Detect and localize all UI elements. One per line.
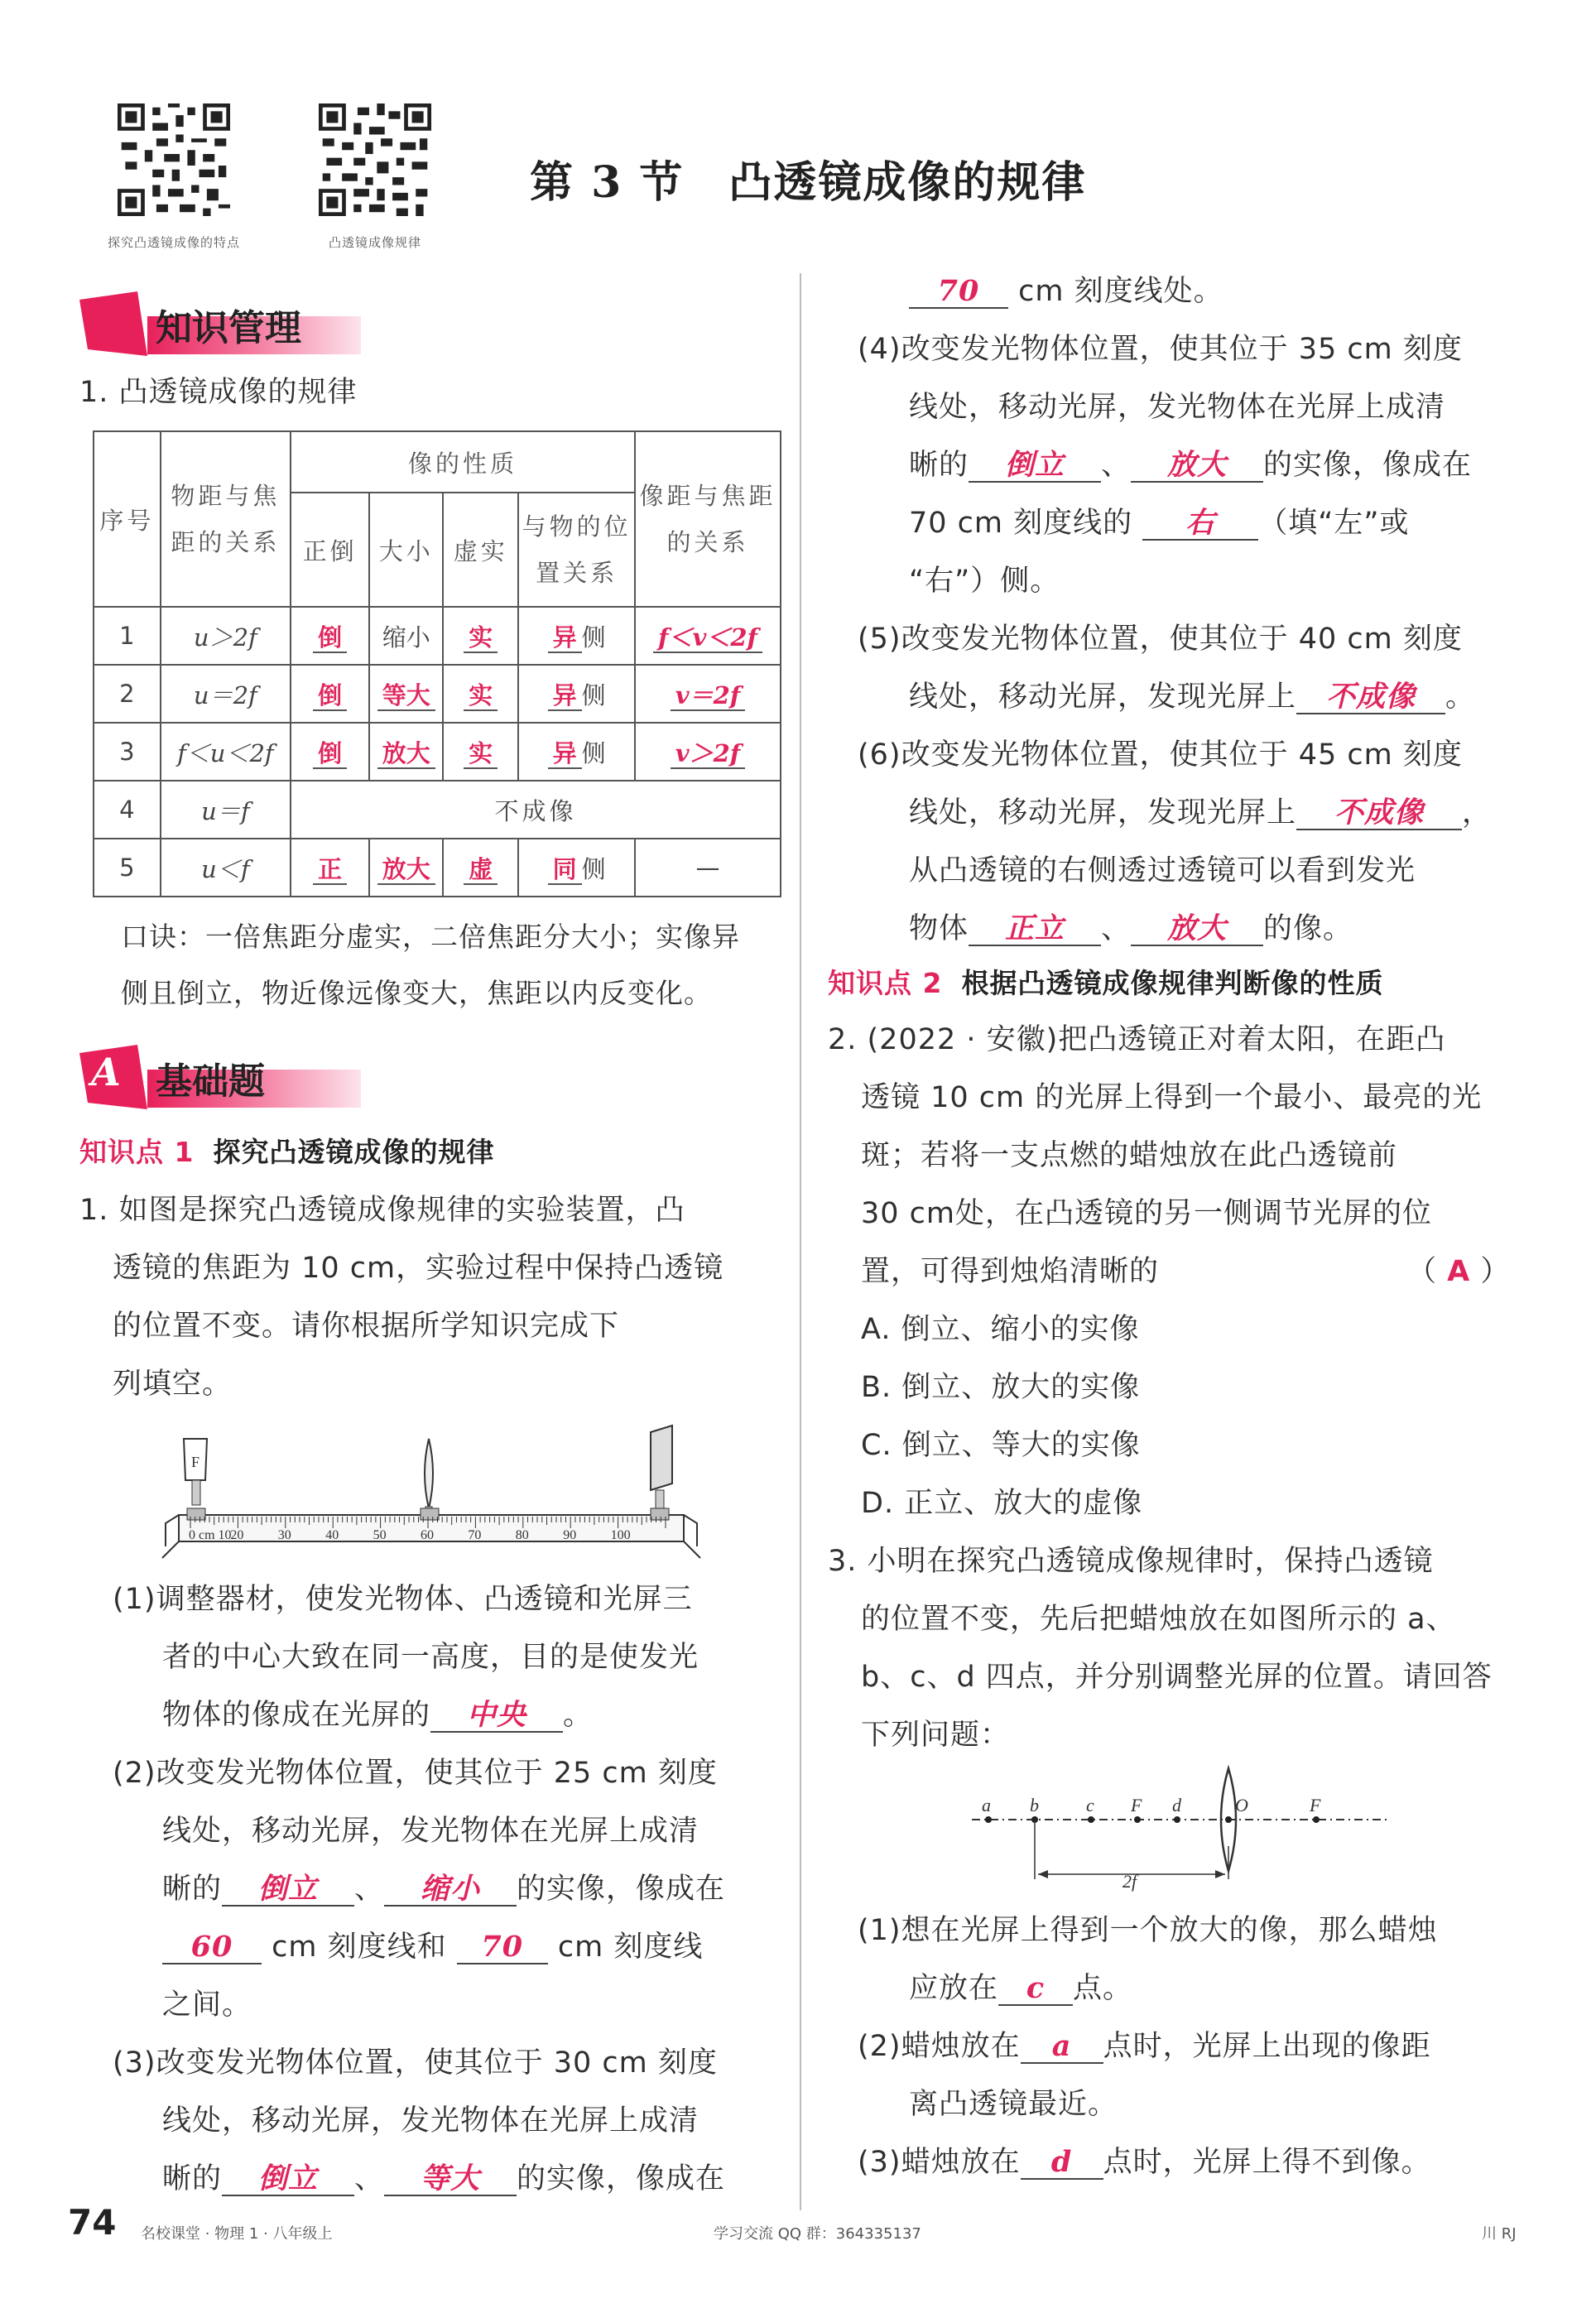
q1-p4-text-4: （填“左”或	[1258, 507, 1410, 540]
page-number: 74	[68, 2202, 117, 2243]
cell-index: 5	[94, 839, 161, 897]
col-side: 与物的位置关系	[518, 493, 635, 607]
q1-p6-answer-1: 不成像	[1296, 797, 1462, 830]
table-row	[94, 781, 781, 839]
cell-v: v＝2f	[671, 681, 746, 711]
cell-index: 2	[94, 665, 161, 723]
q1-p1-line-3	[162, 1699, 593, 1733]
q3-line-3: b、c、d 四点，并分别调整光屏的位置。请回答	[861, 1661, 1493, 1694]
cell-size: 放大	[377, 739, 435, 769]
col-object-relation: 物距与焦距的关系	[161, 431, 291, 607]
col-image-props: 像的性质	[291, 431, 635, 493]
q3-s1-answer: c	[998, 1973, 1073, 2006]
cell-side: 异	[548, 739, 582, 769]
kp2-heading	[828, 967, 1383, 1000]
q1-p5-line-1: (5)改变发光物体位置，使其位于 40 cm 刻度	[858, 623, 1463, 656]
q2-option-d: D. 正立、放大的虚像	[861, 1487, 1143, 1520]
object-letter: F	[191, 1454, 200, 1470]
cell-orient: 倒	[313, 623, 347, 653]
q1-p1-text: 物体的像成在光屏的	[162, 1699, 431, 1732]
ruler-label: 100	[610, 1528, 631, 1542]
footer-book: 名校课堂 · 物理 1 · 八年级上	[141, 2225, 333, 2243]
cell-u: u＝f	[161, 781, 291, 839]
cell-orient: 倒	[313, 681, 347, 711]
cell-side-suffix: 侧	[581, 854, 606, 883]
footer-qq: 学习交流 QQ 群：364335137	[714, 2225, 921, 2243]
focus-right-label: F	[1310, 1795, 1321, 1815]
q1-p6-line-1: (6)改变发光物体位置，使其位于 45 cm 刻度	[858, 738, 1463, 772]
qr-code-left[interactable]	[118, 103, 230, 216]
table-row	[94, 665, 781, 723]
cell-side-suffix: 侧	[581, 738, 606, 767]
q1-p3-answer-3: 70	[909, 276, 1008, 309]
q1-p4-answer-1: 倒立	[969, 450, 1101, 483]
kp2-label: 知识点 2	[828, 967, 943, 999]
q1-p6-sep: 、	[1101, 912, 1132, 945]
q1-p6-comma: ，	[1462, 796, 1493, 830]
q1-p4-line-4	[909, 507, 1410, 541]
q1-p3-line-1: (3)改变发光物体位置，使其位于 30 cm 刻度	[113, 2046, 718, 2080]
q1-p4-line-1: (4)改变发光物体位置，使其位于 35 cm 刻度	[858, 333, 1463, 366]
banner-basic	[79, 1045, 361, 1109]
col-size: 大小	[369, 493, 443, 607]
q1-p2-sep: 、	[354, 1873, 385, 1906]
q3-s2-line-1	[858, 2030, 1431, 2064]
q3-s1-end: 点。	[1073, 1972, 1133, 2005]
cell-index: 3	[94, 723, 161, 781]
q3-s2-answer: a	[1021, 2031, 1103, 2064]
q1-p2-text: 晰的	[162, 1873, 223, 1906]
q3-line-2: 的位置不变，先后把蜡烛放在如图所示的 a、	[861, 1603, 1456, 1636]
cell-real: 虚	[464, 855, 498, 885]
q1-p1-answer: 中央	[430, 1700, 563, 1733]
cell-real: 实	[464, 681, 498, 711]
cell-size: 等大	[377, 681, 435, 711]
col-image-relation: 像距与焦距的关系	[635, 431, 781, 607]
kp1-title: 探究凸透镜成像的规律	[213, 1136, 495, 1168]
q1-p3-line-4	[909, 275, 1223, 309]
q3-s3-answer: d	[1021, 2147, 1103, 2180]
q3-line-4: 下列问题：	[861, 1719, 1011, 1752]
two-f-label: 2f	[1122, 1871, 1137, 1892]
cell-real: 实	[464, 623, 498, 653]
banner-basic-text: 基础题	[156, 1060, 265, 1103]
kp1-label: 知识点 1	[79, 1136, 195, 1168]
table-row	[94, 723, 781, 781]
cell-index: 4	[94, 781, 161, 839]
focus-left-label: F	[1131, 1795, 1142, 1815]
q1-p1-line-2: 者的中心大致在同一高度，目的是使发光	[162, 1641, 699, 1674]
banner-knowledge-text: 知识管理	[156, 307, 301, 349]
ruler-label: 0 cm 10	[189, 1528, 232, 1542]
optical-bench-figure	[154, 1424, 733, 1565]
q3-s2-text-2: 点时，光屏上出现的像距	[1103, 2030, 1431, 2063]
q1-p3-answer-2: 等大	[384, 2163, 517, 2196]
q1-p4-text-2: 的实像，像成在	[1263, 449, 1473, 482]
col-real: 虚实	[443, 493, 518, 607]
q1-p5-end: 。	[1445, 680, 1476, 714]
ruler-label: 90	[563, 1528, 577, 1542]
q1-line-1: 1. 如图是探究凸透镜成像规律的实验装置，凸	[79, 1194, 685, 1227]
cell-side: 同	[548, 855, 582, 885]
q2-line-2: 透镜 10 cm 的光屏上得到一个最小、最亮的光	[861, 1081, 1483, 1114]
q1-p4-line-2: 线处，移动光屏，发光物体在光屏上成清	[909, 391, 1446, 424]
q1-p6-text: 线处，移动光屏，发现光屏上	[909, 796, 1297, 830]
q1-p3-text: 晰的	[162, 2162, 223, 2195]
point-b-label: b	[1030, 1795, 1039, 1815]
q1-p2-line-5: 之间。	[162, 1988, 252, 2022]
q1-p2-line-1: (2)改变发光物体位置，使其位于 25 cm 刻度	[113, 1757, 718, 1790]
cell-u: f＜u＜2f	[161, 723, 291, 781]
q1-p4-text-3: 70 cm 刻度线的	[909, 507, 1133, 540]
cell-merged: 不成像	[291, 781, 781, 839]
q1-p4-answer-2: 放大	[1131, 450, 1263, 483]
ruler-label: 60	[421, 1528, 434, 1542]
cell-v: —	[635, 839, 781, 897]
point-c-label: c	[1086, 1795, 1094, 1815]
q1-p2-answer-4: 70	[457, 1931, 548, 1964]
table-row	[94, 607, 781, 665]
q1-p6-line-3: 从凸透镜的右侧透过透镜可以看到发光	[909, 854, 1416, 887]
cell-orient: 正	[313, 855, 347, 885]
q2-line-3: 斑；若将一支点燃的蜡烛放在此凸透镜前	[861, 1139, 1398, 1172]
q1-p3-text-2: 的实像，像成在	[517, 2162, 726, 2195]
banner-knowledge	[79, 291, 361, 356]
q1-p6-text-2: 物体	[909, 912, 969, 945]
section-title: 第 3 节 凸透镜成像的规律	[530, 157, 1087, 208]
q1-p5-answer: 不成像	[1296, 681, 1445, 714]
q2-option-a: A. 倒立、缩小的实像	[861, 1313, 1140, 1346]
lens-diagram	[969, 1763, 1399, 1896]
point-d-label: d	[1172, 1795, 1181, 1815]
q3-s3-line-1	[858, 2146, 1431, 2180]
q1-p6-line-4	[909, 912, 1353, 946]
q1-p4-line-3	[909, 449, 1472, 483]
q1-p1-line-1: (1)调整器材，使发光物体、凸透镜和光屏三	[113, 1583, 693, 1616]
q2-answer: （ A ）	[1407, 1255, 1511, 1288]
q3-s2-text: (2)蜡烛放在	[858, 2030, 1021, 2063]
mnemonic-line-2: 侧且倒立，物近像远像变大，焦距以内反变化。	[121, 977, 712, 1009]
ruler-label: 50	[373, 1528, 387, 1542]
q1-p6-line-2	[909, 796, 1492, 830]
q1-p2-line-4	[162, 1931, 703, 1964]
cell-u: u＞2f	[161, 607, 291, 665]
q2-line-5: 置，可得到烛焰清晰的	[861, 1255, 1160, 1288]
q3-line-1: 3. 小明在探究凸透镜成像规律时，保持凸透镜	[828, 1545, 1434, 1578]
q1-p5-text: 线处，移动光屏，发现光屏上	[909, 680, 1297, 714]
footer-edition: 川 RJ	[1482, 2225, 1517, 2243]
q3-s3-text: (3)蜡烛放在	[858, 2146, 1021, 2179]
ruler-label: 80	[515, 1528, 529, 1542]
ruler-label: 70	[468, 1528, 482, 1542]
q2-line-1: 2. (2022 · 安徽)把凸透镜正对着太阳，在距凸	[828, 1023, 1446, 1056]
imaging-rules-table	[93, 430, 781, 897]
qr-code-right[interactable]	[319, 103, 431, 216]
col-upright: 正倒	[291, 493, 369, 607]
cell-side: 异	[548, 623, 582, 653]
q1-p3-tail: cm 刻度线处。	[1018, 275, 1223, 308]
cell-side-suffix: 侧	[581, 680, 606, 709]
q1-p3-answer-1: 倒立	[222, 2163, 354, 2196]
cell-u: u＝2f	[161, 665, 291, 723]
q1-p2-text-2: 的实像，像成在	[517, 1873, 726, 1906]
q1-p2-text-3: cm 刻度线和	[272, 1931, 447, 1964]
q3-s2-line-2: 离凸透镜最近。	[909, 2088, 1118, 2121]
mnemonic-line-1: 口诀：一倍焦距分虚实，二倍焦距分大小；实像异	[121, 921, 740, 953]
cell-u: u＜f	[161, 839, 291, 897]
q2-line-4: 30 cm处，在凸透镜的另一侧调节光屏的位	[861, 1197, 1433, 1230]
q2-option-c: C. 倒立、等大的实像	[861, 1429, 1141, 1462]
q1-p1-end: 。	[563, 1699, 594, 1732]
ruler-label: 30	[277, 1528, 291, 1542]
cell-v: v＞2f	[671, 739, 746, 769]
qr-caption-right: 凸透镜成像规律	[328, 235, 421, 250]
q1-p3-line-3	[162, 2162, 725, 2196]
column-divider	[800, 273, 801, 2210]
col-index: 序号	[94, 431, 161, 607]
q1-p2-line-2: 线处，移动光屏，发光物体在光屏上成清	[162, 1815, 699, 1848]
table-row	[94, 839, 781, 897]
cell-size: 放大	[377, 855, 435, 885]
cell-side: 异	[548, 681, 582, 711]
cell-orient: 倒	[313, 739, 347, 769]
q3-s1-line-2	[909, 1972, 1132, 2006]
q3-s3-text-2: 点时，光屏上得不到像。	[1103, 2146, 1431, 2179]
q1-p3-sep: 、	[354, 2162, 385, 2195]
q1-p2-answer-1: 倒立	[222, 1873, 354, 1907]
q1-line-3: 的位置不变。请你根据所学知识完成下	[113, 1310, 620, 1343]
banner-basic-letter: A	[91, 1050, 121, 1094]
q1-p6-answer-3: 放大	[1131, 913, 1263, 946]
q1-p2-answer-2: 缩小	[384, 1873, 517, 1907]
q1-p6-answer-2: 正立	[969, 913, 1101, 946]
point-a-label: a	[982, 1795, 991, 1815]
q1-p2-text-4: cm 刻度线	[557, 1931, 704, 1964]
optical-center-label: O	[1235, 1795, 1248, 1815]
cell-size: 缩小	[369, 607, 443, 665]
cell-real: 实	[464, 739, 498, 769]
table-heading: 1. 凸透镜成像的规律	[79, 376, 358, 409]
q1-p2-line-3	[162, 1873, 725, 1907]
kp1-heading	[79, 1136, 494, 1169]
q1-line-2: 透镜的焦距为 10 cm，实验过程中保持凸透镜	[113, 1252, 724, 1285]
q2-answer-letter: A	[1447, 1255, 1471, 1288]
q2-option-b: B. 倒立、放大的实像	[861, 1371, 1141, 1404]
q3-s1-text: 应放在	[909, 1972, 999, 2005]
qr-caption-left: 探究凸透镜成像的特点	[107, 235, 240, 250]
q1-line-4: 列填空。	[113, 1368, 233, 1401]
ruler-label: 20	[230, 1528, 244, 1542]
q1-p4-answer-3: 右	[1142, 507, 1258, 541]
q3-s1-line-1: (1)想在光屏上得到一个放大的像，那么蜡烛	[858, 1914, 1438, 1947]
kp2-title: 根据凸透镜成像规律判断像的性质	[961, 967, 1384, 999]
q1-p4-text: 晰的	[909, 449, 969, 482]
cell-v: f＜v＜2f	[653, 623, 762, 653]
q1-p4-line-5: “右”）侧。	[909, 565, 1060, 598]
q1-p2-answer-3: 60	[162, 1931, 262, 1964]
q1-p6-end: 的像。	[1263, 912, 1353, 945]
q1-p5-line-2	[909, 680, 1475, 714]
cell-index: 1	[94, 607, 161, 665]
q1-p4-sep: 、	[1101, 449, 1132, 482]
q1-p3-line-2: 线处，移动光屏，发光物体在光屏上成清	[162, 2104, 699, 2137]
ruler-label: 40	[325, 1528, 339, 1542]
cell-side-suffix: 侧	[581, 623, 606, 652]
